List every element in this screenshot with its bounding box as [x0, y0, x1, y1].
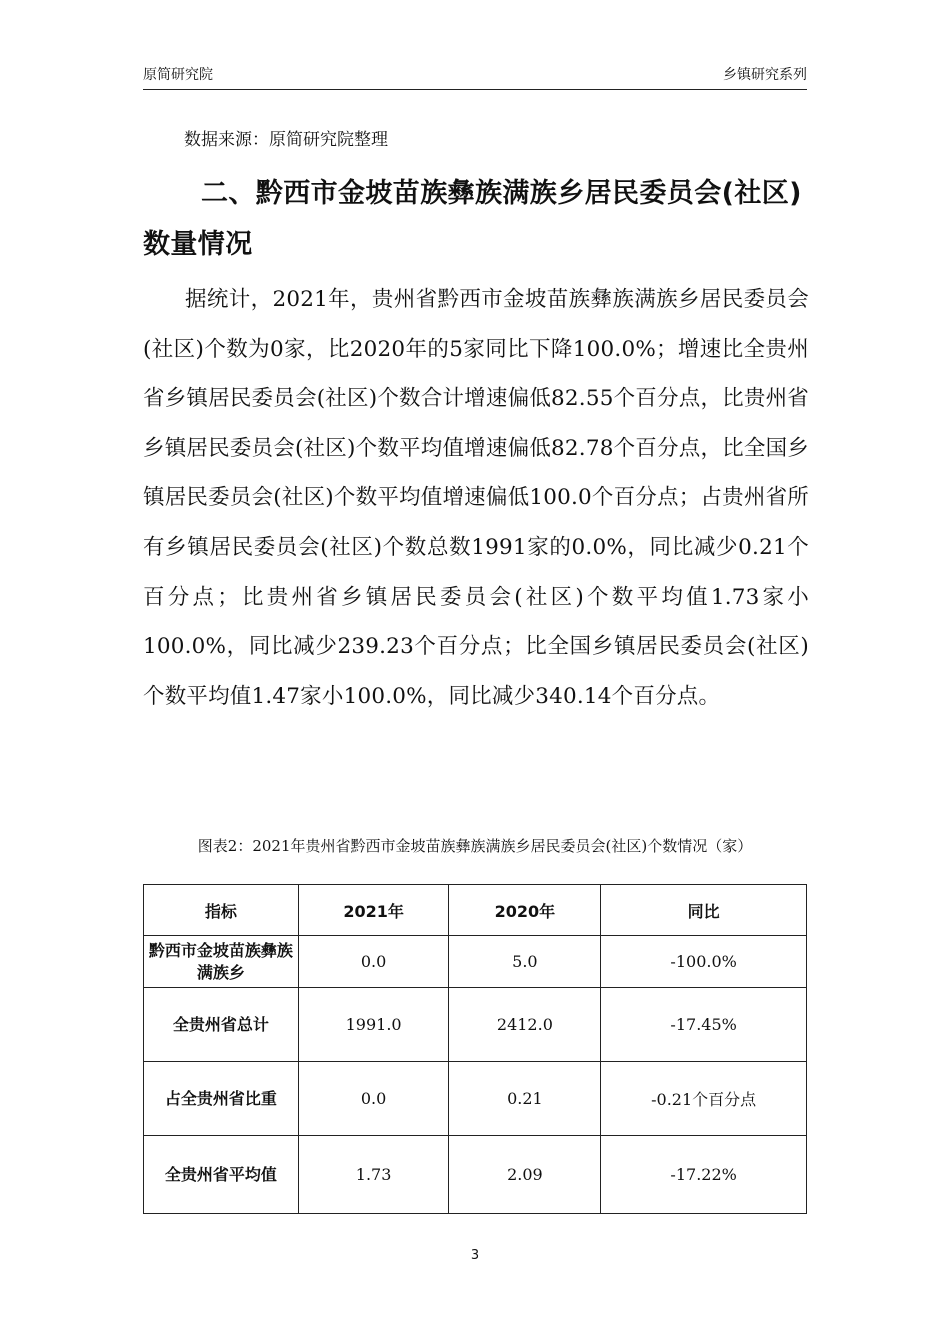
page-number: 3: [470, 1248, 480, 1263]
table-cell: 0.0: [298, 1062, 449, 1136]
table-row-label: 全贵州省总计: [144, 988, 299, 1062]
table-header-cell: 指标: [144, 885, 299, 936]
section-heading: 二、黔西市金坡苗族彝族满族乡居民委员会(社区)数量情况: [143, 178, 802, 260]
table-cell: 2.09: [449, 1136, 601, 1214]
table-cell: 1.73: [298, 1136, 449, 1214]
table-cell: -17.45%: [601, 988, 807, 1062]
table-cell: -17.22%: [601, 1136, 807, 1214]
table-cell: -0.21个百分点: [601, 1062, 807, 1136]
header-divider: [143, 89, 807, 90]
table-row-label: 黔西市金坡苗族彝族满族乡: [144, 936, 299, 988]
data-source-note: 数据来源：原简研究院整理: [184, 130, 388, 150]
table-row: [144, 936, 807, 988]
table-cell: 5.0: [449, 936, 601, 988]
page-header: [143, 62, 807, 86]
table-cell: 2412.0: [449, 988, 601, 1062]
table-header-cell: 同比: [601, 885, 807, 936]
table-cell: -100.0%: [601, 936, 807, 988]
header-org-name: 原简研究院: [143, 67, 213, 83]
table-cell: 1991.0: [298, 988, 449, 1062]
table-row-label: 全贵州省平均值: [144, 1136, 299, 1214]
table-row-label: 占全贵州省比重: [144, 1062, 299, 1136]
table-cell: 0.21: [449, 1062, 601, 1136]
table-row: [144, 1062, 807, 1136]
table-caption: 图表2：2021年贵州省黔西市金坡苗族彝族满族乡居民委员会(社区)个数情况（家）: [197, 837, 753, 855]
table-cell: 0.0: [298, 936, 449, 988]
header-series-name: 乡镇研究系列: [723, 67, 807, 83]
data-table: [143, 884, 807, 1214]
table-header-row: [144, 885, 807, 936]
body-paragraph: 据统计，2021年，贵州省黔西市金坡苗族彝族满族乡居民委员会(社区)个数为0家，比2020年的5家同比下降100.0%；增速比全贵州省乡镇居民委员会(社区)个数合计增速偏低82.55个百分点，比贵州省乡镇居民委员会(社区)个数平均值增速偏低82.78个百分点，比全国乡镇居民委员会(社区)个数平均值增速偏低100.0个百分点；占贵州省所有乡镇居民委员会(社区)个数总数1991家的0.0%，同比减少0.21个百分点；比贵州省乡镇居民委员会(社区)个数平均值1.73家小100.0%，同比减少239.23个百分点；比全国乡镇居民委员会(社区)个数平均值1.47家小100.0%，同比减少340.14个百分点。: [143, 287, 809, 709]
table-header-cell: 2021年: [298, 885, 449, 936]
table-row: [144, 1136, 807, 1214]
table-row: [144, 988, 807, 1062]
table-header-cell: 2020年: [449, 885, 601, 936]
